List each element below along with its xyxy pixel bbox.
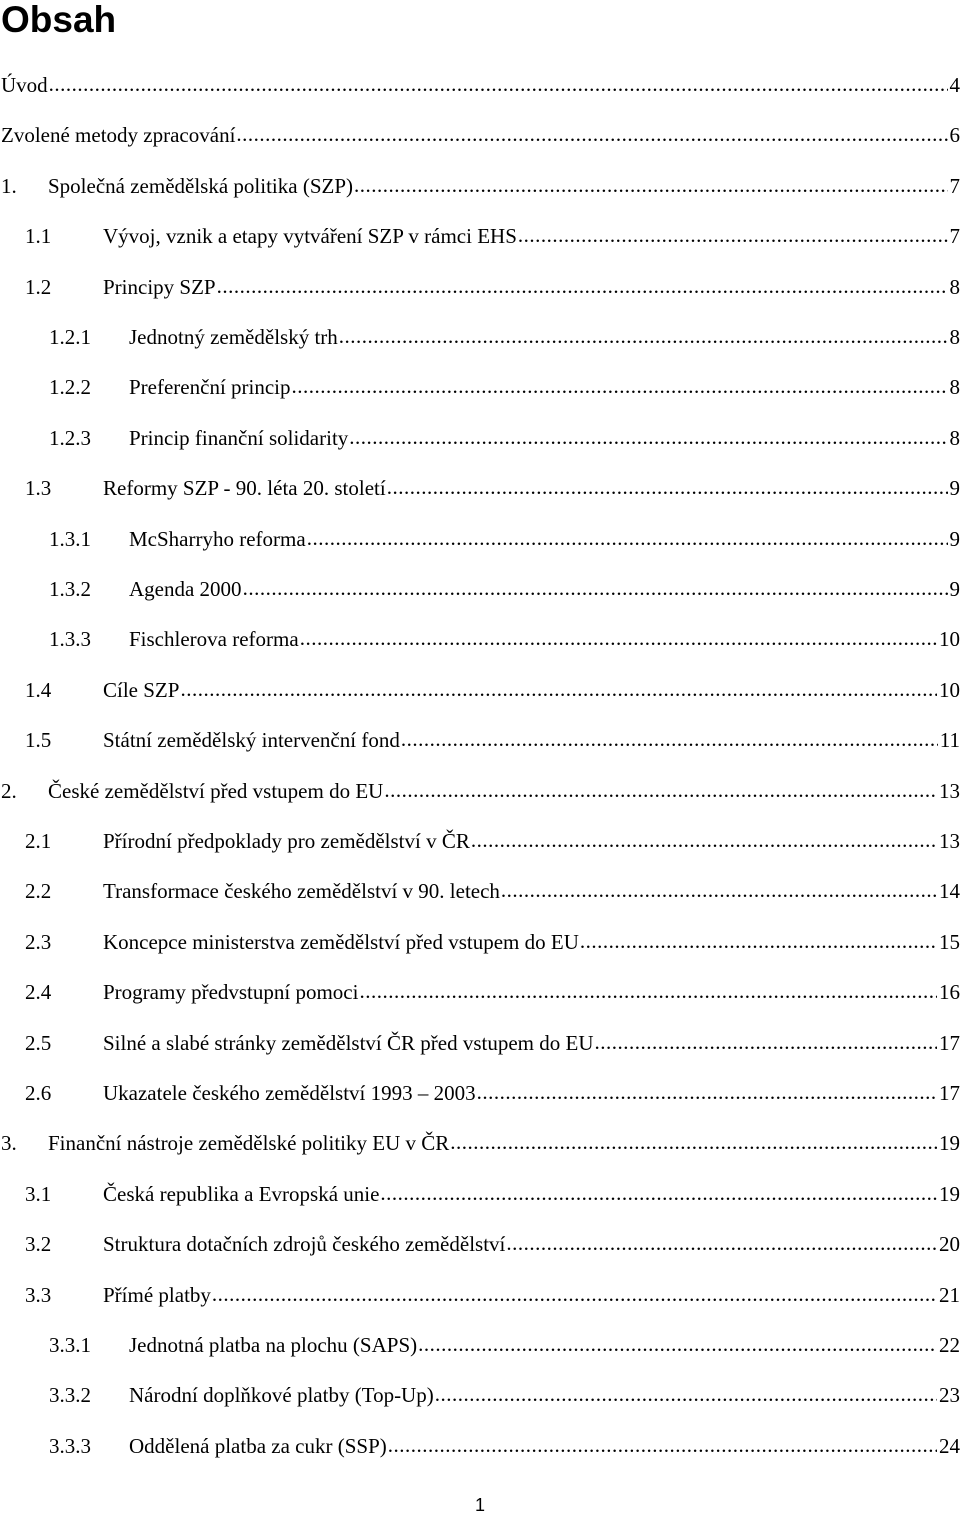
toc-entry-page-number: 7 xyxy=(949,224,960,249)
toc-entry-label: Programy předvstupní pomoci xyxy=(103,980,359,1005)
toc-entry-number: 3.2 xyxy=(25,1232,52,1257)
toc-entry[interactable] xyxy=(1,70,960,100)
toc-entry-page-number: 21 xyxy=(939,1282,960,1307)
toc-entry-number: 2.4 xyxy=(25,980,52,1005)
toc-entry-label: Národní doplňkové platby (Top-Up) xyxy=(129,1383,434,1408)
toc-entry-number: 2.1 xyxy=(25,829,52,853)
toc-entry-number: 2. xyxy=(1,778,17,803)
toc-entry-page-number: 6 xyxy=(949,123,960,148)
toc-entry-page-number: 13 xyxy=(939,829,960,853)
toc-entry-page-number: 13 xyxy=(939,778,960,803)
toc-dot-leader xyxy=(401,724,938,754)
toc-entry-number: 1.3.3 xyxy=(49,627,91,652)
toc-entry-number: 1.2.1 xyxy=(49,325,91,349)
toc-dot-leader xyxy=(359,976,937,1006)
toc-entry[interactable] xyxy=(25,675,960,705)
toc-entry-number: 3.3.2 xyxy=(49,1383,91,1408)
toc-entry[interactable] xyxy=(25,826,960,856)
toc-entry-label: Přímé platby xyxy=(103,1282,211,1307)
toc-entry[interactable] xyxy=(49,574,960,604)
toc-entry-number: 2.3 xyxy=(25,929,52,954)
toc-entry-page-number: 4 xyxy=(949,73,960,97)
toc-dot-leader xyxy=(300,623,937,653)
page-title: Obsah xyxy=(1,0,117,40)
toc-entry-number: 2.5 xyxy=(25,1030,52,1055)
toc-entry-label: Fischlerova reforma xyxy=(129,627,299,652)
toc-entry[interactable] xyxy=(25,876,960,906)
toc-entry-label: Finanční nástroje zemědělské politiky EU v ČR xyxy=(48,1131,450,1156)
toc-entry-label: Silné a slabé stránky zemědělství ČR před vstupem do EU xyxy=(103,1030,594,1055)
toc-dot-leader xyxy=(595,1027,938,1057)
toc-entry-label: Zvolené metody zpracování xyxy=(1,123,236,148)
toc-entry-number: 1.2 xyxy=(25,274,52,299)
toc-entry-number: 3.1 xyxy=(25,1181,52,1206)
toc-entry[interactable] xyxy=(49,624,960,654)
toc-dot-leader xyxy=(506,1228,937,1258)
toc-dot-leader xyxy=(217,271,948,301)
toc-entry-page-number: 10 xyxy=(939,627,960,652)
toc-entry-page-number: 16 xyxy=(939,980,960,1005)
toc-entry-label: Struktura dotačních zdrojů českého zemědělství xyxy=(103,1232,506,1257)
toc-entry[interactable] xyxy=(25,927,960,957)
toc-entry[interactable] xyxy=(25,1078,960,1108)
toc-entry-label: Česká republika a Evropská unie xyxy=(103,1181,380,1206)
toc-dot-leader xyxy=(387,472,948,502)
toc-entry-number: 1.3.2 xyxy=(49,577,91,601)
toc-entry-number: 1.4 xyxy=(25,677,52,702)
toc-dot-leader xyxy=(450,1127,937,1157)
toc-entry[interactable] xyxy=(25,725,960,755)
toc-entry[interactable] xyxy=(49,1431,960,1461)
toc-entry-number: 1.3.1 xyxy=(49,526,91,551)
toc-entry-number: 1. xyxy=(1,173,17,198)
toc-entry[interactable] xyxy=(1,171,960,201)
toc-entry-number: 2.6 xyxy=(25,1081,52,1105)
toc-dot-leader xyxy=(49,69,948,99)
toc-entry[interactable] xyxy=(25,221,960,251)
toc-entry-number: 1.5 xyxy=(25,728,52,753)
toc-entry-page-number: 19 xyxy=(939,1131,960,1156)
toc-entry[interactable] xyxy=(25,1229,960,1259)
toc-entry-label: Oddělená platba za cukr (SSP) xyxy=(129,1433,387,1458)
toc-entry-page-number: 24 xyxy=(939,1433,960,1458)
toc-entry-number: 3.3.3 xyxy=(49,1433,91,1458)
footer-page-number: 1 xyxy=(474,1495,485,1515)
toc-dot-leader xyxy=(435,1379,937,1409)
toc-dot-leader xyxy=(518,220,948,250)
toc-entry-label: Agenda 2000 xyxy=(129,577,242,601)
toc-entry[interactable] xyxy=(1,776,960,806)
toc-entry[interactable] xyxy=(25,1028,960,1058)
toc-entry[interactable] xyxy=(25,1179,960,1209)
toc-entry-label: Přírodní předpoklady pro zemědělství v ČR xyxy=(103,829,470,853)
toc-dot-leader xyxy=(580,926,937,956)
toc-entry-number: 2.2 xyxy=(25,879,52,904)
toc-dot-leader xyxy=(180,674,937,704)
toc-entry-page-number: 9 xyxy=(949,577,960,601)
toc-dot-leader xyxy=(307,523,948,553)
toc-entry-label: Princip finanční solidarity xyxy=(129,425,349,450)
toc-dot-leader xyxy=(501,875,937,905)
toc-dot-leader xyxy=(243,573,948,603)
toc-entry[interactable] xyxy=(25,272,960,302)
toc-entry-page-number: 8 xyxy=(949,375,960,400)
toc-entry-page-number: 15 xyxy=(939,929,960,954)
toc-entry-page-number: 14 xyxy=(939,879,960,904)
toc-entry-label: McSharryho reforma xyxy=(129,526,306,551)
toc-dot-leader xyxy=(339,321,948,351)
toc-entry-label: Transformace českého zemědělství v 90. letech xyxy=(103,879,500,904)
toc-entry-number: 3.3.1 xyxy=(49,1333,91,1357)
toc-dot-leader xyxy=(354,170,947,200)
toc-entry-label: Vývoj, vznik a etapy vytváření SZP v rámci EHS xyxy=(103,224,517,249)
toc-entry-page-number: 20 xyxy=(939,1232,960,1257)
toc-dot-leader xyxy=(380,1178,937,1208)
toc-dot-leader xyxy=(384,775,937,805)
toc-entry-page-number: 19 xyxy=(939,1181,960,1206)
toc-entry-number: 1.2.2 xyxy=(49,375,91,400)
toc-dot-leader xyxy=(471,825,937,855)
toc-entry[interactable] xyxy=(49,423,960,453)
toc-dot-leader xyxy=(236,119,947,149)
toc-entry-label: Cíle SZP xyxy=(103,677,180,702)
toc-entry-number: 3. xyxy=(1,1131,17,1156)
toc-entry[interactable] xyxy=(49,372,960,402)
toc-dot-leader xyxy=(349,422,947,452)
toc-entry-page-number: 23 xyxy=(939,1383,960,1408)
toc-entry-page-number: 11 xyxy=(939,728,960,753)
toc-entry-page-number: 22 xyxy=(939,1333,960,1357)
toc-entry[interactable] xyxy=(49,524,960,554)
toc-dot-leader xyxy=(477,1077,937,1107)
toc-entry-label: Státní zemědělský intervenční fond xyxy=(103,728,400,753)
toc-entry-label: Reformy SZP - 90. léta 20. století xyxy=(103,476,386,501)
toc-entry[interactable] xyxy=(25,1280,960,1310)
toc-entry-label: Jednotná platba na plochu (SAPS) xyxy=(129,1333,418,1357)
toc-entry-number: 3.3 xyxy=(25,1282,52,1307)
toc-entry-page-number: 17 xyxy=(939,1081,960,1105)
toc-entry-label: Koncepce ministerstva zemědělství před vstupem do EU xyxy=(103,929,579,954)
toc-entry-number: 1.3 xyxy=(25,476,52,501)
toc-entry[interactable] xyxy=(25,473,960,503)
toc-dot-leader xyxy=(388,1430,937,1460)
toc-entry-page-number: 17 xyxy=(939,1030,960,1055)
toc-entry[interactable] xyxy=(49,322,960,352)
toc-entry[interactable] xyxy=(49,1330,960,1360)
toc-entry-page-number: 10 xyxy=(939,677,960,702)
toc-entry-page-number: 8 xyxy=(949,274,960,299)
toc-entry-page-number: 8 xyxy=(949,425,960,450)
toc-entry-page-number: 9 xyxy=(949,526,960,551)
toc-entry-page-number: 7 xyxy=(949,173,960,198)
toc-entry-number: 1.1 xyxy=(25,224,52,249)
toc-entry-label: Úvod xyxy=(1,73,48,97)
toc-entry[interactable] xyxy=(49,1380,960,1410)
toc-entry-page-number: 8 xyxy=(949,325,960,349)
toc-entry-label: Jednotný zemědělský trh xyxy=(129,325,338,349)
toc-entry-number: 1.2.3 xyxy=(49,425,91,450)
toc-entry-label: Principy SZP xyxy=(103,274,216,299)
toc-dot-leader xyxy=(292,371,948,401)
toc-entry[interactable] xyxy=(1,120,960,150)
toc-entry-label: Společná zemědělská politika (SZP) xyxy=(48,173,354,198)
toc-entry-label: Preferenční princip xyxy=(129,375,291,400)
toc-dot-leader xyxy=(418,1329,937,1359)
toc-entry[interactable] xyxy=(25,977,960,1007)
toc-entry[interactable] xyxy=(1,1128,960,1158)
toc-dot-leader xyxy=(212,1279,937,1309)
toc-entry-label: Ukazatele českého zemědělství 1993 – 2003 xyxy=(103,1081,476,1105)
toc-entry-page-number: 9 xyxy=(949,476,960,501)
toc-entry-label: České zemědělství před vstupem do EU xyxy=(48,778,384,803)
